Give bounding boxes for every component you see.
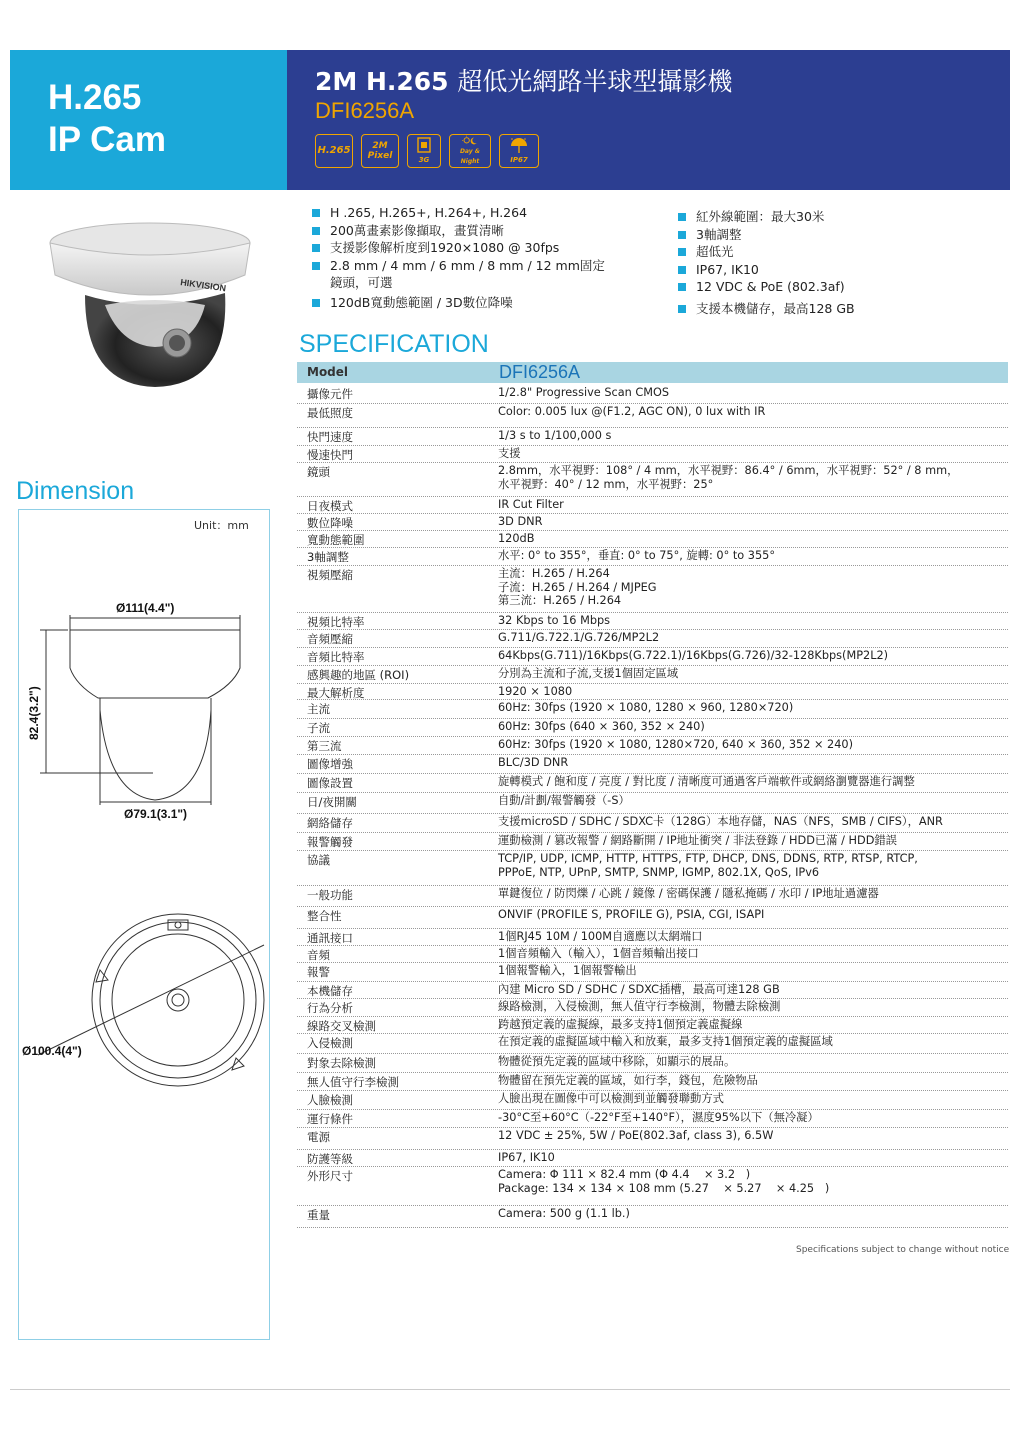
spec-key: 3軸調整 <box>307 550 349 564</box>
spec-value: 1個報警輸入，1個報警輸出 <box>498 964 637 977</box>
spec-value: 主流：H.265 / H.264 子流：H.265 / H.264 / MJPEG 第三流：H.265 / H.264 <box>498 567 657 607</box>
spec-row <box>297 946 1008 963</box>
spec-value: 物體留在預先定義的區域，如行李，錢包，危險物品 <box>498 1074 758 1087</box>
spec-value: 內建 Micro SD / SDHC / SDXC插槽，最高可達128 GB <box>498 983 780 996</box>
spec-row <box>297 1206 1008 1228</box>
spec-row <box>297 999 1008 1017</box>
spec-value: Camera: 500 g (1.1 lb.) <box>498 1207 630 1220</box>
title-cn: 超低光網路半球型攝影機 <box>457 67 733 96</box>
spec-row <box>297 514 1008 531</box>
spec-key: 報警觸發 <box>307 835 353 849</box>
spec-row <box>297 886 1008 907</box>
spec-row <box>297 833 1008 851</box>
spec-row <box>297 531 1008 548</box>
spec-key: 行為分析 <box>307 1001 353 1015</box>
spec-value: 1/2.8" Progressive Scan CMOS <box>498 386 670 399</box>
ip67-badge <box>499 134 539 168</box>
spec-key: 人臉檢測 <box>307 1093 353 1107</box>
spec-value: -30°C至+60°C（-22°F至+140°F），濕度95%以下（無冷凝） <box>498 1111 819 1124</box>
spec-key: 協議 <box>307 853 330 867</box>
dim-base-diameter: Ø100.4(4") <box>22 1044 82 1058</box>
product-title <box>315 62 732 98</box>
feature-item: 紅外線範圍：最大30米 <box>678 208 855 226</box>
spec-value: 自動/計劃/報警觸發（-S） <box>498 794 630 807</box>
spec-key: 運行條件 <box>307 1112 353 1126</box>
spec-value: 在預定義的虛擬區域中輸入和放棄，最多支持1個預定義的虛擬區域 <box>498 1035 833 1048</box>
spec-value: 人臉出現在圖像中可以檢測到並觸發聯動方式 <box>498 1092 724 1105</box>
feature-item: 2.8 mm / 4 mm / 6 mm / 8 mm / 12 mm固定 <box>312 257 605 275</box>
badge-label: Day & Night <box>459 148 481 165</box>
dimension-drawing <box>18 590 268 1110</box>
spec-value: IP67, IK10 <box>498 1151 555 1164</box>
spec-value: 60Hz: 30fps (640 × 360, 352 × 240) <box>498 720 705 733</box>
day-night-badge <box>449 134 491 168</box>
spec-value: 1/3 s to 1/100,000 s <box>498 429 612 442</box>
spec-key: 音頻壓縮 <box>307 632 353 646</box>
spec-value: G.711/G.722.1/G.726/MP2L2 <box>498 631 660 644</box>
spec-key: 視頻比特率 <box>307 615 365 629</box>
spec-key: 對象去除檢測 <box>307 1056 376 1070</box>
spec-row <box>297 774 1008 793</box>
spec-key: 最低照度 <box>307 406 353 420</box>
spec-value: 64Kbps(G.711)/16Kbps(G.722.1)/16Kbps(G.726)/32-128Kbps(MP2L2) <box>498 649 889 662</box>
spec-row <box>297 428 1008 446</box>
header-left-panel <box>10 50 287 190</box>
spec-key: 數位降噪 <box>307 516 353 530</box>
header-left-line2: IP Cam <box>48 120 167 159</box>
product-image <box>45 215 255 395</box>
spec-row <box>297 666 1008 684</box>
spec-row <box>297 385 1008 404</box>
spec-value: 物體從預先定義的區域中移除，如顯示的展品。 <box>498 1055 736 1068</box>
spec-row <box>297 497 1008 514</box>
spec-value: 線路檢測，入侵檢測，無人值守行李檢測，物體去除檢測 <box>498 1000 781 1013</box>
spec-row <box>297 1110 1008 1128</box>
spec-header-row <box>297 362 1008 383</box>
spec-row <box>297 1128 1008 1150</box>
spec-row <box>297 1073 1008 1091</box>
spec-title: SPECIFICATION <box>299 330 489 358</box>
spec-value: BLC/3D DNR <box>498 756 569 769</box>
spec-row <box>297 982 1008 999</box>
spec-row <box>297 684 1008 700</box>
spec-key: 鏡頭 <box>307 465 330 479</box>
spec-value: 運動檢測 / 篡改報警 / 網路斷開 / IP地址衝突 / 非法登錄 / HDD已滿 / HDD錯誤 <box>498 834 897 847</box>
spec-key: 攝像元件 <box>307 387 353 401</box>
spec-key: 報警 <box>307 965 330 979</box>
spec-row <box>297 446 1008 463</box>
spec-value: 跨越預定義的虛擬線，最多支持1個預定義虛擬線 <box>498 1018 743 1031</box>
spec-key: 重量 <box>307 1208 330 1222</box>
header-left-line1: H.265 <box>48 78 142 117</box>
spec-key: 第三流 <box>307 739 342 753</box>
spec-row <box>297 851 1008 886</box>
spec-key: 圖像增強 <box>307 757 353 771</box>
spec-value: 1個RJ45 10M / 100M自適應以太網端口 <box>498 930 703 943</box>
spec-value: 12 VDC ± 25%, 5W / PoE(802.3af, class 3), 6.5W <box>498 1129 774 1142</box>
unit-label: Unit：mm <box>194 519 249 532</box>
spec-row <box>297 1017 1008 1034</box>
spec-row <box>297 630 1008 648</box>
2m-pixel-badge <box>361 134 399 168</box>
feature-item: 3軸調整 <box>678 226 855 244</box>
spec-row <box>297 755 1008 774</box>
feature-item: 支援影像解析度到1920×1080 @ 30fps <box>312 239 605 257</box>
spec-row <box>297 1167 1008 1206</box>
dim-bottom-width: Ø79.1(3.1") <box>124 807 188 821</box>
features-left <box>312 204 605 312</box>
spec-value: ONVIF (PROFILE S, PROFILE G), PSIA, CGI, ISAPI <box>498 908 765 921</box>
spec-row <box>297 566 1008 613</box>
spec-row <box>297 404 1008 428</box>
spec-key: 本機儲存 <box>307 984 353 998</box>
spec-key: 寬動態範圍 <box>307 533 365 547</box>
spec-row <box>297 719 1008 737</box>
spec-key: 日夜模式 <box>307 499 353 513</box>
spec-key: 一般功能 <box>307 888 353 902</box>
spec-value: 旋轉模式 / 飽和度 / 亮度 / 對比度 / 清晰度可通過客戶端軟件或網絡瀏覽器進行調整 <box>498 775 915 788</box>
umbrella-icon <box>508 137 530 155</box>
sun-moon-icon <box>457 135 483 147</box>
spec-key: 圖像設置 <box>307 776 353 790</box>
bottom-rule <box>10 1389 1010 1390</box>
brand-logo: HIKVISION <box>179 277 227 294</box>
spec-value: IR Cut Filter <box>498 498 564 511</box>
spec-key: 音頻 <box>307 948 330 962</box>
title-prefix: 2M H.265 <box>315 67 449 96</box>
badge-label: H.265 <box>317 145 351 156</box>
spec-header-value: DFI6256A <box>499 362 581 382</box>
spec-value: 2.8mm，水平視野：108° / 4 mm，水平視野：86.4° / 6mm，水平視野：52° / 8 mm， 水平視野：40° / 12 mm，水平視野：25° <box>498 464 959 491</box>
feature-item: 超低光 <box>678 243 855 261</box>
product-model: DFI6256A <box>315 98 415 123</box>
spec-row <box>297 548 1008 566</box>
spec-key: 感興趣的地區 (ROI) <box>307 668 410 682</box>
spec-row <box>297 648 1008 666</box>
feature-item: H .265, H.265+, H.264+, H.264 <box>312 204 605 222</box>
feature-item: 120dB寬動態範圍 / 3D數位降噪 <box>312 294 605 312</box>
spec-value: Camera: Φ 111 × 82.4 mm (Φ 4.4 × 3.2 ) Package: 134 × 134 × 108 mm (5.27 × 5.27 × 4.25 ) <box>498 1168 830 1195</box>
spec-key: 慢速快門 <box>307 448 353 462</box>
spec-row <box>297 963 1008 982</box>
spec-key: 防護等級 <box>307 1152 353 1166</box>
badge-label: 2M Pixel <box>367 141 393 161</box>
spec-value: 60Hz: 30fps (1920 × 1080, 1280×720, 640 × 360, 352 × 240) <box>498 738 854 751</box>
spec-row <box>297 1034 1008 1054</box>
badge-label: IP67 <box>510 156 528 164</box>
spec-key: 快門速度 <box>307 430 353 444</box>
spec-row <box>297 700 1008 719</box>
3g-badge <box>407 134 441 168</box>
dimension-title: Dimension <box>16 477 135 505</box>
feature-item: 200萬畫素影像擷取，畫質清晰 <box>312 222 605 240</box>
spec-row <box>297 929 1008 946</box>
footnote: Specifications subject to change without notice <box>796 1245 1010 1255</box>
spec-value: TCP/IP, UDP, ICMP, HTTP, HTTPS, FTP, DHCP, DNS, DDNS, RTP, RTSP, RTCP, PPPoE, NTP, UPnP, SMTP, SNMP, IGMP, 802.1X, QoS, IPv6 <box>498 852 918 879</box>
spec-value: 分別為主流和子流,支援1個固定區域 <box>498 667 679 680</box>
feature-item: 12 VDC & PoE (802.3af) <box>678 278 855 296</box>
dim-height: 82.4(3.2") <box>27 686 41 740</box>
spec-row <box>297 737 1008 755</box>
features-right <box>678 208 855 317</box>
spec-value: 支援 <box>498 447 521 460</box>
feature-badges <box>315 134 539 168</box>
spec-key: 整合性 <box>307 909 342 923</box>
spec-key: 日/夜開關 <box>307 795 357 809</box>
spec-key: 子流 <box>307 721 330 735</box>
spec-key: 電源 <box>307 1130 330 1144</box>
spec-value: 1920 × 1080 <box>498 685 573 698</box>
spec-key: 入侵檢測 <box>307 1036 353 1050</box>
spec-value: 單鍵復位 / 防閃爍 / 心跳 / 鏡像 / 密碼保護 / 隱私掩碼 / 水印 / IP地址過濾器 <box>498 887 879 900</box>
header-right-panel <box>287 50 1010 190</box>
spec-key: 外形尺寸 <box>307 1169 353 1183</box>
feature-item: 支援本機儲存，最高128 GB <box>678 300 855 318</box>
sim-card-icon <box>416 137 432 155</box>
spec-row <box>297 463 1008 497</box>
spec-value: 1個音頻輸入（輸入），1個音頻輸出接口 <box>498 947 699 960</box>
spec-row <box>297 1054 1008 1073</box>
h265-badge <box>315 134 353 168</box>
spec-key: 主流 <box>307 702 330 716</box>
spec-row <box>297 613 1008 630</box>
spec-row <box>297 814 1008 833</box>
badge-label: 3G <box>418 156 430 164</box>
spec-row <box>297 907 1008 929</box>
spec-key: 網絡儲存 <box>307 816 353 830</box>
feature-item-continuation: 鏡頭，可選 <box>330 275 393 290</box>
spec-value: 支援microSD / SDHC / SDXC卡（128G）本地存儲，NAS（NFS，SMB / CIFS），ANR <box>498 815 943 828</box>
spec-key: 最大解析度 <box>307 686 365 700</box>
dim-top-width: Ø111(4.4") <box>116 601 175 615</box>
spec-row <box>297 793 1008 814</box>
spec-row <box>297 1091 1008 1110</box>
spec-key: 音頻比特率 <box>307 650 365 664</box>
feature-item: IP67, IK10 <box>678 261 855 279</box>
spec-header-key: Model <box>307 365 349 379</box>
spec-key: 無人值守行李檢測 <box>307 1075 399 1089</box>
spec-value: 120dB <box>498 532 535 545</box>
spec-key: 通訊接口 <box>307 931 353 945</box>
spec-value: 32 Kbps to 16 Mbps <box>498 614 611 627</box>
spec-value: Color: 0.005 lux @(F1.2, AGC ON), 0 lux with IR <box>498 405 766 418</box>
spec-key: 視頻壓縮 <box>307 568 353 582</box>
spec-value: 3D DNR <box>498 515 543 528</box>
spec-key: 線路交叉檢測 <box>307 1019 376 1033</box>
spec-value: 水平: 0° to 355°，垂直: 0° to 75°, 旋轉: 0° to 355° <box>498 549 775 562</box>
spec-row <box>297 1150 1008 1167</box>
spec-value: 60Hz: 30fps (1920 × 1080, 1280 × 960, 1280×720) <box>498 701 794 714</box>
